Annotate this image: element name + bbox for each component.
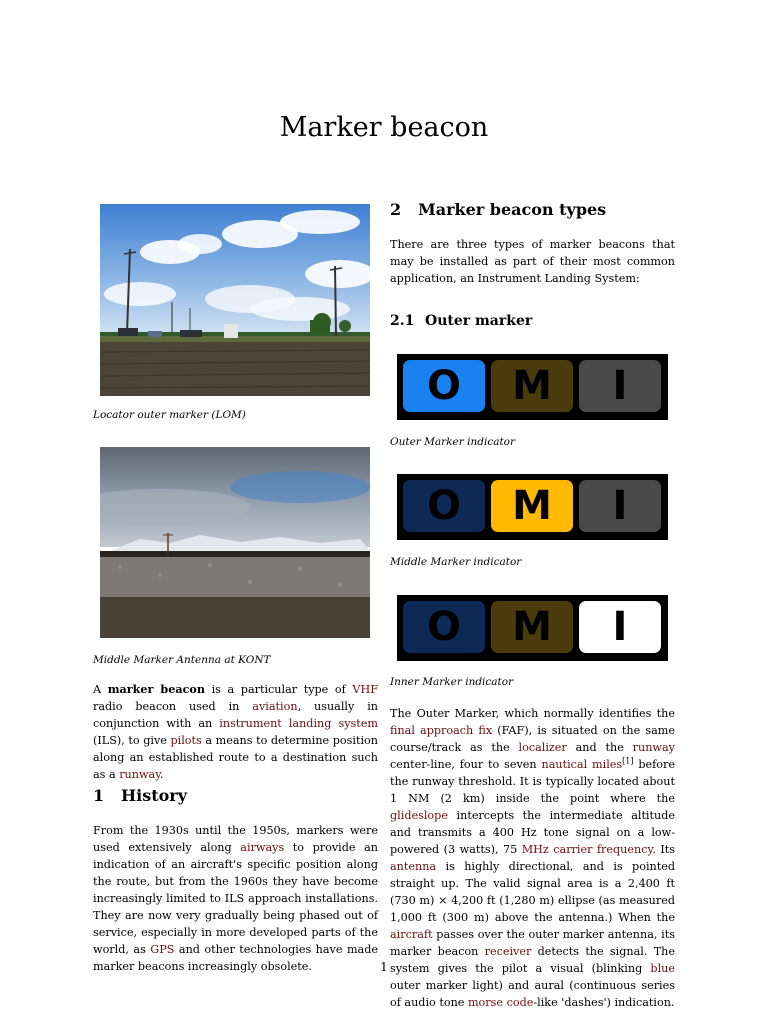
types-paragraph: There are three types of marker beacons that may be installed as part of their most common application, an Instrument Landing System: xyxy=(390,238,675,285)
outer-marker-heading-title: Outer marker xyxy=(425,313,533,329)
inner-marker-indicator xyxy=(397,595,668,661)
link-final-approach-fix[interactable]: final approach fix xyxy=(390,724,493,737)
lamp-m: M xyxy=(491,360,573,412)
lamp-o: O xyxy=(403,480,485,532)
lom-caption: Locator outer marker (LOM) xyxy=(93,409,246,421)
outer-marker-heading xyxy=(390,313,532,329)
link-mhz[interactable]: MHz xyxy=(521,843,549,856)
link-glideslope[interactable]: glideslope xyxy=(390,809,448,822)
lamp-m: M xyxy=(491,480,573,532)
intro-paragraph: A marker beacon is a particular type of VHF radio beacon used in aviation, usually in conjunction with an instrument landing system (ILS), to give pilots a means to determine position along an established route to a destination such as a runway. xyxy=(93,682,379,781)
kont-caption: Middle Marker Antenna at KONT xyxy=(93,654,271,666)
lom-photo xyxy=(100,204,370,396)
page-title: Marker beacon xyxy=(279,112,489,143)
link-gps[interactable]: GPS xyxy=(150,943,175,956)
inner-marker-caption: Inner Marker indicator xyxy=(390,676,514,688)
link-vhf[interactable]: VHF xyxy=(352,683,378,696)
outer-marker-caption: Outer Marker indicator xyxy=(390,436,516,448)
history-paragraph: From the 1930s until the 1950s, markers were used extensively along airways to provide an indication of an aircraft's specific position along the route, but from the 1960s they have become increasingly limited to ILS approach installations. They are now very gradually being phased out of service, especially in more developed parts of the world, as GPS and other technologies have made marker beacons increasingly obsolete. xyxy=(93,824,379,973)
history-heading-number: 1 xyxy=(93,786,105,805)
link-runway[interactable]: runway xyxy=(632,741,675,754)
types-heading-number: 2 xyxy=(390,200,402,219)
page-number: 1 xyxy=(380,960,388,974)
history-heading-title: History xyxy=(121,786,187,805)
outer-marker-paragraph: The Outer Marker, which normally identifies the final approach fix (FAF), is situated on the same course/track as the localizer and the runway center-line, four to seven nautical miles[1] before the runway threshold. It is typically located about 1 NM (2 km) inside the point where the glideslope intercepts the intermediate altitude and transmits a 400 Hz tone signal on a low-powered (3 watts), 75 MHz carrier frequency. Its antenna is highly directional, and is pointed straight up. The valid signal area is a 2,400 ft (730 m) × 4,200 ft (1,280 m) ellipse (as measured 1,000 ft (300 m) above the antenna.) When the aircraft passes over the outer marker antenna, its marker beacon receiver detects the signal. The system gives the pilot a visual (blinking blue outer marker light) and aural (continuous series of audio tone morse code-like 'dashes') indication. xyxy=(390,707,675,1009)
term-marker-beacon: marker beacon xyxy=(107,682,205,696)
lamp-o: O xyxy=(403,601,485,653)
types-heading xyxy=(390,200,606,219)
link-aircraft[interactable]: aircraft xyxy=(390,928,433,941)
link-pilots[interactable]: pilots xyxy=(170,734,202,747)
link-antenna[interactable]: antenna xyxy=(390,860,437,873)
link-receiver[interactable]: receiver xyxy=(484,945,532,958)
outer-marker-indicator xyxy=(397,354,668,420)
link-blue[interactable]: blue xyxy=(650,962,675,975)
link-carrier-frequency[interactable]: carrier frequency xyxy=(553,843,653,856)
reference-1[interactable]: [1] xyxy=(622,756,634,766)
link-airways[interactable]: airways xyxy=(240,841,285,854)
kont-photo xyxy=(100,447,370,638)
lamp-i: I xyxy=(579,601,661,653)
link-nautical-miles[interactable]: nautical miles xyxy=(541,758,623,771)
link-instrument-landing-system[interactable]: instrument landing system xyxy=(219,717,378,730)
lamp-m: M xyxy=(491,601,573,653)
link-morse-code[interactable]: morse code xyxy=(467,996,534,1009)
link-runway[interactable]: runway xyxy=(119,768,161,781)
outer-marker-heading-number: 2.1 xyxy=(390,313,415,329)
middle-marker-indicator xyxy=(397,474,668,540)
lamp-i: I xyxy=(579,480,661,532)
history-heading xyxy=(93,786,187,805)
link-localizer[interactable]: localizer xyxy=(518,741,567,754)
link-aviation[interactable]: aviation xyxy=(252,700,298,713)
lamp-i: I xyxy=(579,360,661,412)
lamp-o: O xyxy=(403,360,485,412)
middle-marker-caption: Middle Marker indicator xyxy=(390,556,522,568)
types-heading-title: Marker beacon types xyxy=(418,200,607,219)
